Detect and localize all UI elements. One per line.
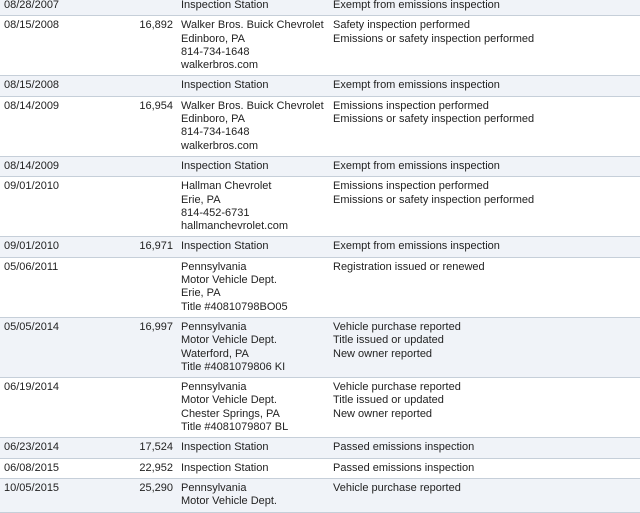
source-cell	[177, 76, 329, 96]
source-cell	[177, 237, 329, 257]
source-line: Erie, PA	[181, 193, 221, 206]
source-line: Motor Vehicle Dept.	[181, 394, 277, 407]
source-line: Motor Vehicle Dept.	[181, 334, 277, 347]
comments-cell	[329, 438, 640, 458]
source-line: Pennsylvania	[181, 381, 247, 394]
date-cell: 05/05/2014	[0, 317, 129, 377]
date-cell: 08/15/2008	[0, 76, 129, 96]
source-line: Inspection Station	[181, 0, 269, 11]
source-line: Title #4081079807 BL	[181, 421, 289, 434]
comment-line: Exempt from emissions inspection	[333, 159, 500, 172]
comment-line: Emissions or safety inspection performed	[333, 32, 535, 45]
mileage-cell: 16,971	[129, 237, 177, 257]
comments-cell	[329, 16, 640, 76]
mileage-cell	[129, 156, 177, 176]
mileage-cell	[129, 378, 177, 438]
comments-cell	[329, 237, 640, 257]
comment-line: Safety inspection performed	[333, 19, 470, 32]
source-line: Pennsylvania	[181, 481, 247, 494]
date-cell: 06/23/2014	[0, 438, 129, 458]
source-line: Title #40810798BO05	[181, 300, 288, 313]
table-row	[0, 177, 640, 237]
mileage-cell: 16,892	[129, 16, 177, 76]
mileage-cell: 22,952	[129, 458, 177, 478]
source-cell	[177, 478, 329, 512]
source-line: Waterford, PA	[181, 347, 249, 360]
table-row	[0, 16, 640, 76]
date-cell: 08/14/2009	[0, 156, 129, 176]
comment-line: Passed emissions inspection	[333, 441, 475, 454]
table-row	[0, 96, 640, 156]
mileage-cell: 17,524	[129, 438, 177, 458]
source-line: hallmanchevrolet.com	[181, 220, 288, 233]
comment-line: Registration issued or renewed	[333, 260, 485, 273]
source-line: 814-734-1648	[181, 126, 250, 139]
comment-line: Emissions inspection performed	[333, 180, 489, 193]
source-line: Inspection Station	[181, 240, 269, 253]
comments-cell	[329, 378, 640, 438]
date-cell: 10/05/2015	[0, 478, 129, 512]
date-cell: 06/19/2014	[0, 378, 129, 438]
mileage-cell: 16,997	[129, 317, 177, 377]
table-row	[0, 378, 640, 438]
source-cell	[177, 317, 329, 377]
comment-line: Passed emissions inspection	[333, 461, 475, 474]
date-cell: 08/15/2008	[0, 16, 129, 76]
comment-line: Exempt from emissions inspection	[333, 240, 500, 253]
source-line: Edinboro, PA	[181, 113, 246, 126]
date-cell: 05/06/2011	[0, 257, 129, 317]
mileage-cell	[129, 0, 177, 16]
date-cell: 08/14/2009	[0, 96, 129, 156]
comment-line: New owner reported	[333, 407, 433, 420]
mileage-cell	[129, 177, 177, 237]
source-cell	[177, 96, 329, 156]
source-line: Inspection Station	[181, 441, 269, 454]
source-line: 814-734-1648	[181, 45, 250, 58]
source-cell	[177, 378, 329, 438]
source-cell	[177, 458, 329, 478]
source-cell	[177, 257, 329, 317]
table-row	[0, 156, 640, 176]
mileage-cell: 25,290	[129, 478, 177, 512]
source-line: Inspection Station	[181, 159, 269, 172]
comment-line: Emissions or safety inspection performed	[333, 113, 535, 126]
comments-cell	[329, 76, 640, 96]
comment-line: Vehicle purchase reported	[333, 320, 461, 333]
source-line: Erie, PA	[181, 287, 221, 300]
source-line: Walker Bros. Buick Chevrolet	[181, 99, 324, 112]
mileage-cell: 16,954	[129, 96, 177, 156]
source-line: Pennsylvania	[181, 320, 247, 333]
date-cell: 09/01/2010	[0, 237, 129, 257]
table-row	[0, 438, 640, 458]
table-row	[0, 237, 640, 257]
source-cell	[177, 0, 329, 16]
table-row	[0, 478, 640, 512]
date-cell: 06/08/2015	[0, 458, 129, 478]
comments-cell	[329, 257, 640, 317]
source-line: Title #4081079806 KI	[181, 360, 286, 373]
comments-cell	[329, 96, 640, 156]
table-row	[0, 257, 640, 317]
source-line: 814-452-6731	[181, 206, 250, 219]
source-line: Motor Vehicle Dept.	[181, 495, 277, 508]
comment-line: New owner reported	[333, 347, 433, 360]
source-line: Inspection Station	[181, 79, 269, 92]
table-row	[0, 458, 640, 478]
comments-cell	[329, 458, 640, 478]
comments-cell	[329, 317, 640, 377]
source-line: Chester Springs, PA	[181, 407, 280, 420]
source-cell	[177, 16, 329, 76]
source-line: walkerbros.com	[181, 139, 259, 152]
table-row	[0, 0, 640, 16]
source-cell	[177, 438, 329, 458]
comments-cell	[329, 0, 640, 16]
comment-line: Title issued or updated	[333, 394, 444, 407]
mileage-cell	[129, 76, 177, 96]
source-line: walkerbros.com	[181, 59, 259, 72]
source-cell	[177, 177, 329, 237]
comments-cell	[329, 156, 640, 176]
comment-line: Title issued or updated	[333, 334, 444, 347]
date-cell: 08/28/2007	[0, 0, 129, 16]
source-line: Inspection Station	[181, 461, 269, 474]
comment-line: Exempt from emissions inspection	[333, 0, 500, 11]
table-row	[0, 317, 640, 377]
source-line: Pennsylvania	[181, 260, 247, 273]
comment-line: Vehicle purchase reported	[333, 381, 461, 394]
source-cell	[177, 156, 329, 176]
table-row	[0, 76, 640, 96]
date-cell: 09/01/2010	[0, 177, 129, 237]
comment-line: Emissions or safety inspection performed	[333, 193, 535, 206]
comment-line: Exempt from emissions inspection	[333, 79, 500, 92]
source-line: Edinboro, PA	[181, 32, 246, 45]
comment-line: Emissions inspection performed	[333, 99, 489, 112]
comments-cell	[329, 478, 640, 512]
comment-line: Vehicle purchase reported	[333, 481, 461, 494]
source-line: Walker Bros. Buick Chevrolet	[181, 19, 324, 32]
mileage-cell	[129, 257, 177, 317]
source-line: Hallman Chevrolet	[181, 180, 272, 193]
source-line: Motor Vehicle Dept.	[181, 274, 277, 287]
comments-cell	[329, 177, 640, 237]
